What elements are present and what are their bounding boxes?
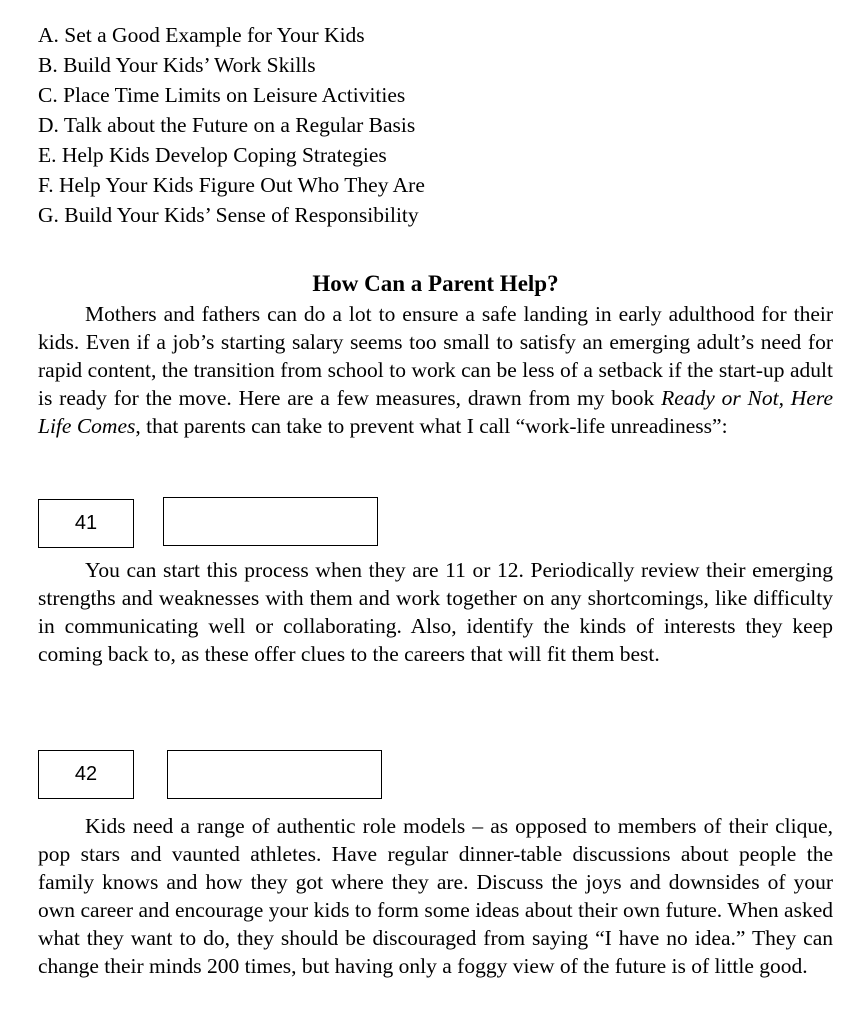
- options-list: [38, 20, 638, 230]
- book-title: Ready or Not, Here Life Comes: [38, 386, 833, 438]
- option-d: D. Talk about the Future on a Regular Basis: [38, 113, 416, 137]
- option-e: E. Help Kids Develop Coping Strategies: [38, 143, 387, 167]
- intro-text-end: , that parents can take to prevent what I call “work-life unreadiness”:: [135, 414, 728, 438]
- option-a: A. Set a Good Example for Your Kids: [38, 23, 365, 47]
- question-42-number-box: 42: [38, 750, 134, 799]
- section-heading: How Can a Parent Help?: [312, 271, 559, 296]
- intro-paragraph: [38, 300, 833, 440]
- question-41-number-box: 41: [38, 499, 134, 548]
- option-f: F. Help Your Kids Figure Out Who They Are: [38, 173, 425, 197]
- question-42-paragraph: Kids need a range of authentic role models – as opposed to members of their clique, pop stars and vaunted athletes. Have regular dinner-table discussions about people the family knows and how they got where they are. Discuss the joys and downsides of your own career and encourage your kids to form some ideas about their own future. When asked what they want to do, they should be discouraged from saying “I have no idea.” They can change their minds 200 times, but having only a foggy view of the future is of little good.: [38, 814, 833, 978]
- question-41-answer-box[interactable]: [163, 497, 378, 546]
- option-c: C. Place Time Limits on Leisure Activities: [38, 83, 406, 107]
- question-41-paragraph: You can start this process when they are 11 or 12. Periodically review their emerging strengths and weaknesses with them and work together on any shortcomings, like difficulty in communicating well or collaborating. Also, identify the kinds of interests they keep coming back to, as these offer clues to the careers that will fit them best.: [38, 558, 833, 666]
- question-42-answer-box[interactable]: [167, 750, 382, 799]
- intro-text-start: Mothers and fathers can do a lot to ensure a safe landing in early adulthood for their kids. Even if a job’s starting salary seems too small to satisfy an emerging adult’s need for rapid content, the transition from school to work can be less of a setback if the start-up adult is ready for the move. Here are a few measures, drawn from my book: [38, 302, 833, 410]
- option-g: G. Build Your Kids’ Sense of Responsibility: [38, 203, 419, 227]
- option-b: B. Build Your Kids’ Work Skills: [38, 53, 316, 77]
